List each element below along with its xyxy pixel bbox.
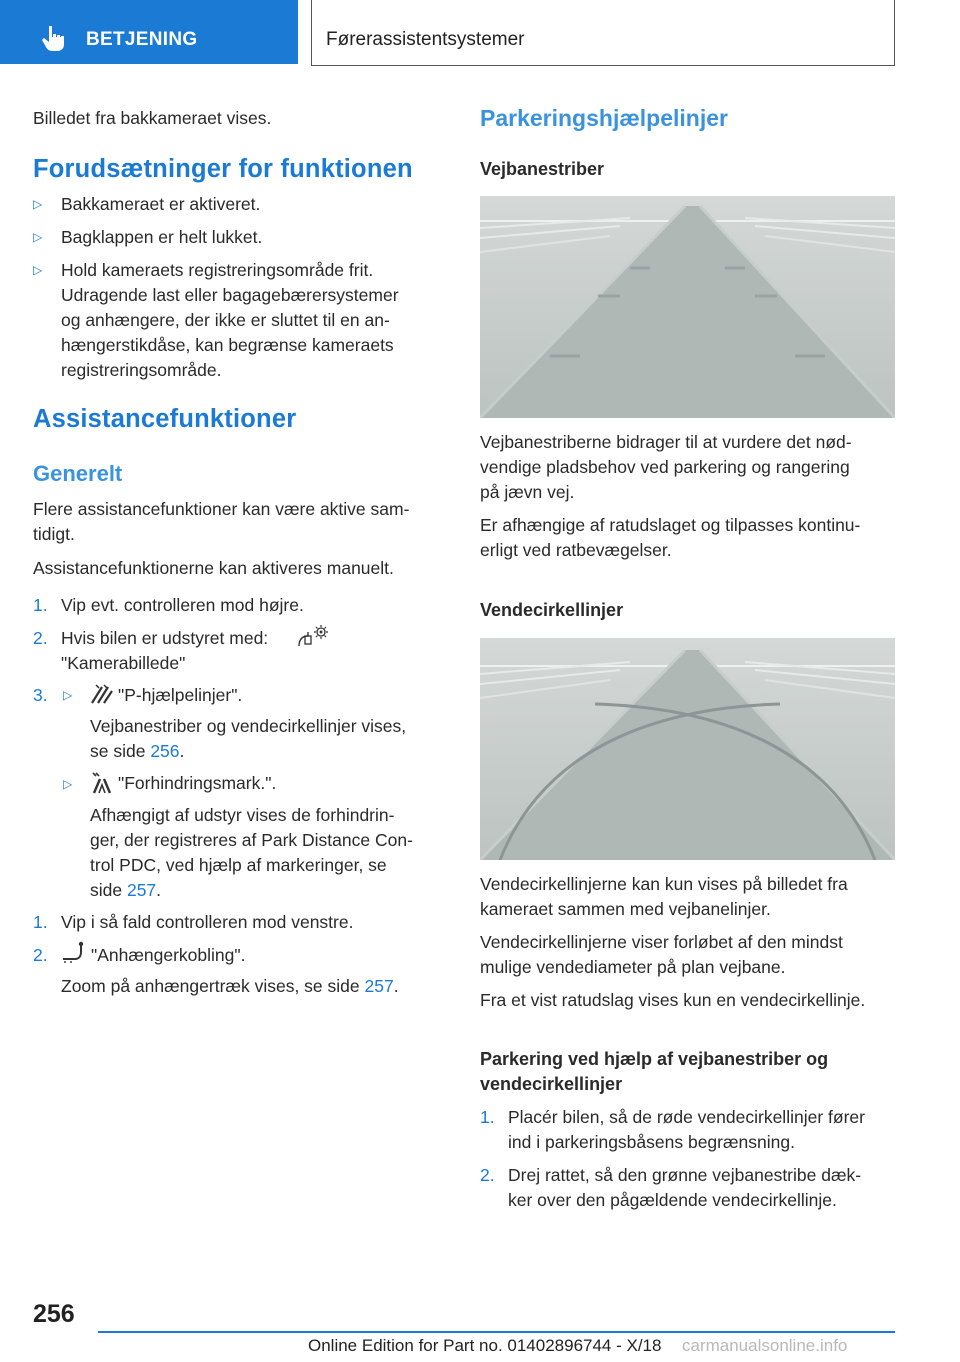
general-text: Assistancefunktionerne kan aktiveres manuelt. xyxy=(33,558,394,578)
option-text: "P-hjælpelinjer". xyxy=(118,685,243,705)
turning-text: Vendecirkellinjerne kan kun vises på billedet fra xyxy=(480,874,848,894)
prereq-item: Bagklappen er helt lukket. xyxy=(61,227,263,247)
heading-parking-lines: Parkeringshjælpelinjer xyxy=(480,105,728,131)
step-text: Vip evt. controlleren mod højre. xyxy=(61,595,304,615)
camera-settings-icon xyxy=(297,624,329,650)
step-desc: Zoom på anhængertræk vises, se side 257. xyxy=(61,976,399,996)
prereq-item: Bakkameraet er aktiveret. xyxy=(61,194,261,214)
step-text: Placér bilen, så de røde vendecirkellinjer fører xyxy=(508,1107,865,1127)
heading-prerequisites: Forudsætninger for funktionen xyxy=(33,155,413,183)
lanes-text: erligt ved ratbevægelser. xyxy=(480,540,672,560)
option-desc: trol PDC, ved hjælp af markeringer, se xyxy=(90,855,387,875)
page-link[interactable]: 257 xyxy=(126,880,157,900)
turning-text: Fra et vist ratudslag vises kun en vendecirkellinje. xyxy=(480,990,866,1010)
heading-parking-howto: vendecirkellinjer xyxy=(480,1074,623,1094)
footer-divider xyxy=(98,1331,895,1333)
step-number: 1. xyxy=(33,595,48,615)
bullet-triangle-icon: ▷ xyxy=(63,688,73,702)
turning-lines-image xyxy=(480,638,895,860)
step-number: 2. xyxy=(480,1165,495,1185)
step-number: 1. xyxy=(480,1107,495,1127)
lanes-text: Vejbanestriberne bidrager til at vurdere det nød- xyxy=(480,432,852,452)
bullet-triangle-icon: ▷ xyxy=(33,197,43,211)
heading-general: Generelt xyxy=(33,461,123,486)
step-number: 3. xyxy=(33,685,48,705)
prereq-text: hængerstikdåse, kan begrænse kameraets xyxy=(61,335,394,355)
prereq-text: og anhængere, der ikke er sluttet til en an- xyxy=(61,310,390,330)
step-text: ind i parkeringsbåsens begrænsning. xyxy=(508,1132,795,1152)
step-text: Vip i så fald controlleren mod venstre. xyxy=(61,912,354,932)
prereq-item: Hold kameraets registreringsområde frit. xyxy=(61,260,374,280)
general-text: tidigt. xyxy=(33,524,75,544)
option-desc: Vejbanestriber og vendecirkellinjer vises, xyxy=(90,716,407,736)
bullet-triangle-icon: ▷ xyxy=(63,777,73,791)
section-title: Førerassistentsystemer xyxy=(326,29,525,50)
general-text: Flere assistancefunktioner kan være aktive sam- xyxy=(33,499,410,519)
bullet-triangle-icon: ▷ xyxy=(33,230,43,244)
step-text: "Anhængerkobling". xyxy=(91,945,246,965)
turning-text: mulige vendediameter på plan vejbane. xyxy=(480,957,786,977)
parking-lines-icon xyxy=(90,683,114,705)
prereq-text: Udragende last eller bagagebærersystemer xyxy=(61,285,399,305)
lanes-text: Er afhængige af ratudslaget og tilpasses kontinu- xyxy=(480,515,861,535)
option-desc: Afhængigt af udstyr vises de forhindrin- xyxy=(90,805,395,825)
step-text: "Kamerabillede" xyxy=(61,653,186,673)
heading-turning-lines: Vendecirkellinjer xyxy=(480,600,624,620)
lanes-text: vendige pladsbehov ved parkering og rangering xyxy=(480,457,850,477)
bullet-triangle-icon: ▷ xyxy=(33,263,43,277)
prereq-text: registreringsområde. xyxy=(61,360,222,380)
hand-pointer-icon xyxy=(40,24,68,52)
option-text: "Forhindringsmark.". xyxy=(118,773,277,793)
step-number: 2. xyxy=(33,628,48,648)
option-desc: ger, der registreres af Park Distance Con- xyxy=(90,830,413,850)
lane-lines-image xyxy=(480,196,895,418)
section-header xyxy=(311,0,895,66)
option-desc: side 257. xyxy=(90,880,162,900)
step-number: 1. xyxy=(33,912,48,932)
page-link[interactable]: 256 xyxy=(150,741,180,761)
page-link[interactable]: 257 xyxy=(364,976,394,996)
obstacle-marking-icon xyxy=(90,771,114,795)
trailer-hitch-icon xyxy=(61,941,85,965)
edition-text: Online Edition for Part no. 01402896744 - X/18 xyxy=(308,1336,662,1355)
step-number: 2. xyxy=(33,945,48,965)
step-text: Hvis bilen er udstyret med: xyxy=(61,628,269,648)
turning-text: kameraet sammen med vejbanelinjer. xyxy=(480,899,771,919)
chapter-label: BETJENING xyxy=(86,29,198,50)
heading-lanes: Vejbanestriber xyxy=(480,159,605,179)
turning-text: Vendecirkellinjerne viser forløbet af den mindst xyxy=(480,932,843,952)
step-text: ker over den pågældende vendecirkellinje. xyxy=(508,1190,837,1210)
chapter-tab[interactable] xyxy=(0,0,298,64)
lanes-text: på jævn vej. xyxy=(480,482,575,502)
watermark: carmanualsonline.info xyxy=(682,1336,848,1355)
page-number: 256 xyxy=(33,1300,75,1328)
intro-text: Billedet fra bakkameraet vises. xyxy=(33,108,272,128)
step-text: Drej rattet, så den grønne vejbanestribe dæk- xyxy=(508,1165,862,1185)
option-desc: se side 256. xyxy=(90,741,185,761)
heading-parking-howto: Parkering ved hjælp af vejbanestriber og xyxy=(480,1049,829,1069)
heading-assistance: Assistancefunktioner xyxy=(33,405,297,433)
